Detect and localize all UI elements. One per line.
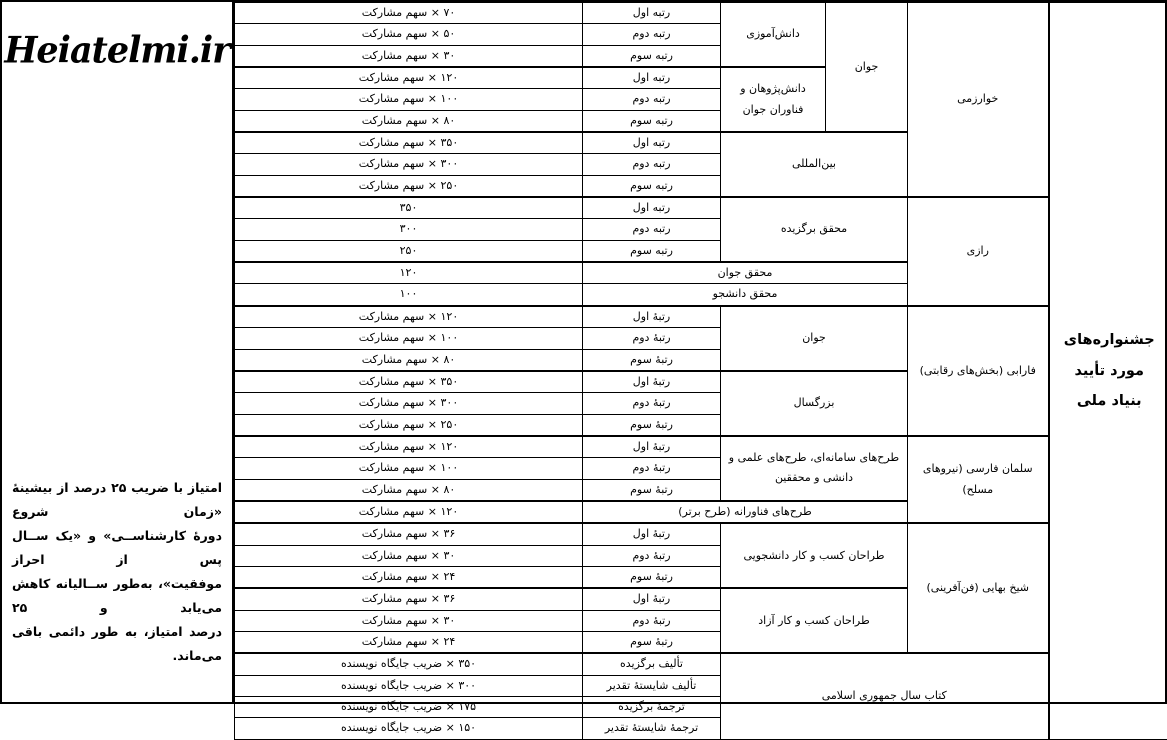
score-cell: ۳۶ × سهم مشارکت xyxy=(235,588,583,610)
rank-cell: رتبۀ دوم xyxy=(583,393,721,414)
category-kasbokar-azad: طراحان کسب و کار آزاد xyxy=(721,588,908,653)
category-tarh-samanei: طرح‌های سامانه‌ای، طرح‌های علمی و دانشی و محققین xyxy=(721,436,908,501)
rank-cell: رتبه اول xyxy=(583,197,721,219)
score-cell: ۳۰۰ xyxy=(235,219,583,240)
score-cell: ۲۴ × سهم مشارکت xyxy=(235,631,583,653)
festival-sheikh-bahai: شیخ بهایی (فن‌آفرینی) xyxy=(908,523,1049,653)
score-cell: ۱۰۰ × سهم مشارکت xyxy=(235,328,583,349)
category-mohaghegh-javan: محقق جوان xyxy=(583,262,908,284)
category-javan: جوان xyxy=(721,306,908,371)
festival-score-table-wrap xyxy=(234,2,1167,702)
score-cell: ۲۴ × سهم مشارکت xyxy=(235,566,583,588)
rank-cell: رتبۀ اول xyxy=(583,588,721,610)
score-cell: ۱۷۵ × ضریب جایگاه نویسنده xyxy=(235,697,583,718)
score-cell: ۳۰ × سهم مشارکت xyxy=(235,610,583,631)
score-cell: ۱۰۰ xyxy=(235,284,583,306)
score-cell: ۳۶ × سهم مشارکت xyxy=(235,523,583,545)
score-cell: ۸۰ × سهم مشارکت xyxy=(235,479,583,501)
score-cell: ۱۵۰ × ضریب جایگاه نویسنده xyxy=(235,718,583,739)
rank-cell: رتبۀ اول xyxy=(583,436,721,458)
score-cell: ۳۵۰ × سهم مشارکت xyxy=(235,371,583,393)
rank-cell: رتبۀ دوم xyxy=(583,610,721,631)
rank-cell: رتبۀ دوم xyxy=(583,328,721,349)
table-row xyxy=(235,3,1167,24)
score-cell: ۱۲۰ × سهم مشارکت xyxy=(235,67,583,89)
rank-cell: ترجمۀ شایستۀ تقدیر xyxy=(583,718,721,739)
score-cell: ۳۰ × سهم مشارکت xyxy=(235,545,583,566)
score-cell: ۱۲۰ × سهم مشارکت xyxy=(235,306,583,328)
festival-ketab-sal: کتاب سال جمهوری اسلامی xyxy=(721,653,1049,739)
rank-cell: رتبۀ اول xyxy=(583,306,721,328)
table-row xyxy=(235,653,1167,675)
rank-cell: رتبه سوم xyxy=(583,175,721,197)
category-danesh-pajoohan: دانش‌پژوهان و فناوران جوان xyxy=(721,67,826,132)
festival-kharazmi: خوارزمی xyxy=(908,3,1049,198)
score-cell: ۱۲۰ × سهم مشارکت xyxy=(235,436,583,458)
score-cell: ۳۰۰ × سهم مشارکت xyxy=(235,393,583,414)
rank-cell: رتبۀ دوم xyxy=(583,545,721,566)
category-kasbokar-daneshjooyi: طراحان کسب و کار دانشجویی xyxy=(721,523,908,588)
category-international: بین‌المللی xyxy=(721,132,908,197)
festival-razi: رازی xyxy=(908,197,1049,306)
festival-farabi: فارابی (بخش‌های رقابتی) xyxy=(908,306,1049,436)
table-row xyxy=(235,197,1167,219)
rank-cell: رتبۀ سوم xyxy=(583,479,721,501)
subcategory-javan: جوان xyxy=(826,3,908,133)
category-danesh-amoozi: دانش‌آموزی xyxy=(721,3,826,68)
rank-cell: ترجمۀ برگزیده xyxy=(583,697,721,718)
score-cell: ۲۵۰ × سهم مشارکت xyxy=(235,175,583,197)
festival-score-table xyxy=(234,2,1167,740)
rank-cell: رتبۀ دوم xyxy=(583,458,721,479)
rank-cell: رتبه اول xyxy=(583,67,721,89)
rank-cell: رتبه سوم xyxy=(583,45,721,67)
footnote-line: امتیاز با ضریب ۲۵ درصد از بیشینۀ «زمان شروع xyxy=(12,476,222,524)
score-cell: ۳۰۰ × ضریب جایگاه نویسنده xyxy=(235,675,583,696)
category-tarh-fanavaraneh: طرح‌های فناورانه (طرح برتر) xyxy=(583,501,908,523)
approved-festivals-banner: جشنواره‌های مورد تأیید بنیاد ملی xyxy=(1049,3,1167,740)
score-cell: ۱۰۰ × سهم مشارکت xyxy=(235,458,583,479)
festival-score-table-body xyxy=(235,3,1167,740)
rank-cell: رتبۀ سوم xyxy=(583,631,721,653)
category-mohaghegh-bargozideh: محقق برگزیده xyxy=(721,197,908,262)
rank-cell: رتبه دوم xyxy=(583,24,721,45)
table-row xyxy=(235,306,1167,328)
rank-cell: رتبه اول xyxy=(583,3,721,24)
watermark-logo: Heiatelmi.ir xyxy=(2,29,232,72)
score-cell: ۳۵۰ × ضریب جایگاه نویسنده xyxy=(235,653,583,675)
rank-cell: رتبۀ سوم xyxy=(583,566,721,588)
score-cell: ۱۰۰ × سهم مشارکت xyxy=(235,89,583,110)
score-cell: ۳۰ × سهم مشارکت xyxy=(235,45,583,67)
rank-cell: رتبه دوم xyxy=(583,154,721,175)
footnote-line: درصد امتیاز، به طور دائمی باقی می‌ماند. xyxy=(12,620,222,668)
score-cell: ۷۰ × سهم مشارکت xyxy=(235,3,583,24)
category-mohaghegh-daneshjoo: محقق دانشجو xyxy=(583,284,908,306)
rank-cell: رتبۀ سوم xyxy=(583,414,721,436)
score-cell: ۲۵۰ xyxy=(235,240,583,262)
scoring-footnote xyxy=(2,476,232,668)
rank-cell: رتبۀ اول xyxy=(583,523,721,545)
score-cell: ۱۲۰ xyxy=(235,262,583,284)
footnote-line: موفقیت»، به‌طور ســالیانه کاهش می‌یابد و ۲۵ xyxy=(12,572,222,620)
score-cell: ۳۰۰ × سهم مشارکت xyxy=(235,154,583,175)
rank-cell: رتبه سوم xyxy=(583,110,721,132)
table-row xyxy=(235,523,1167,545)
rank-cell: رتبۀ سوم xyxy=(583,349,721,371)
score-cell: ۲۵۰ × سهم مشارکت xyxy=(235,414,583,436)
rank-cell: تألیف شایستۀ تقدیر xyxy=(583,675,721,696)
score-cell: ۸۰ × سهم مشارکت xyxy=(235,110,583,132)
rank-cell: رتبه اول xyxy=(583,132,721,154)
rank-cell: رتبه دوم xyxy=(583,89,721,110)
rank-cell: رتبه سوم xyxy=(583,240,721,262)
score-cell: ۳۵۰ xyxy=(235,197,583,219)
rank-cell: رتبۀ اول xyxy=(583,371,721,393)
category-bozorgsal: بزرگسال xyxy=(721,371,908,436)
score-cell: ۱۲۰ × سهم مشارکت xyxy=(235,501,583,523)
table-row xyxy=(235,436,1167,458)
festival-salman-farsi: سلمان فارسی (نیروهای مسلح) xyxy=(908,436,1049,523)
rank-cell: رتبه دوم xyxy=(583,219,721,240)
rank-cell: تألیف برگزیده xyxy=(583,653,721,675)
score-cell: ۵۰ × سهم مشارکت xyxy=(235,24,583,45)
score-cell: ۸۰ × سهم مشارکت xyxy=(235,349,583,371)
score-cell: ۳۵۰ × سهم مشارکت xyxy=(235,132,583,154)
left-margin-panel xyxy=(2,2,234,702)
footnote-line: دورۀ کارشناســی» و «یک ســال پس از احراز xyxy=(12,524,222,572)
